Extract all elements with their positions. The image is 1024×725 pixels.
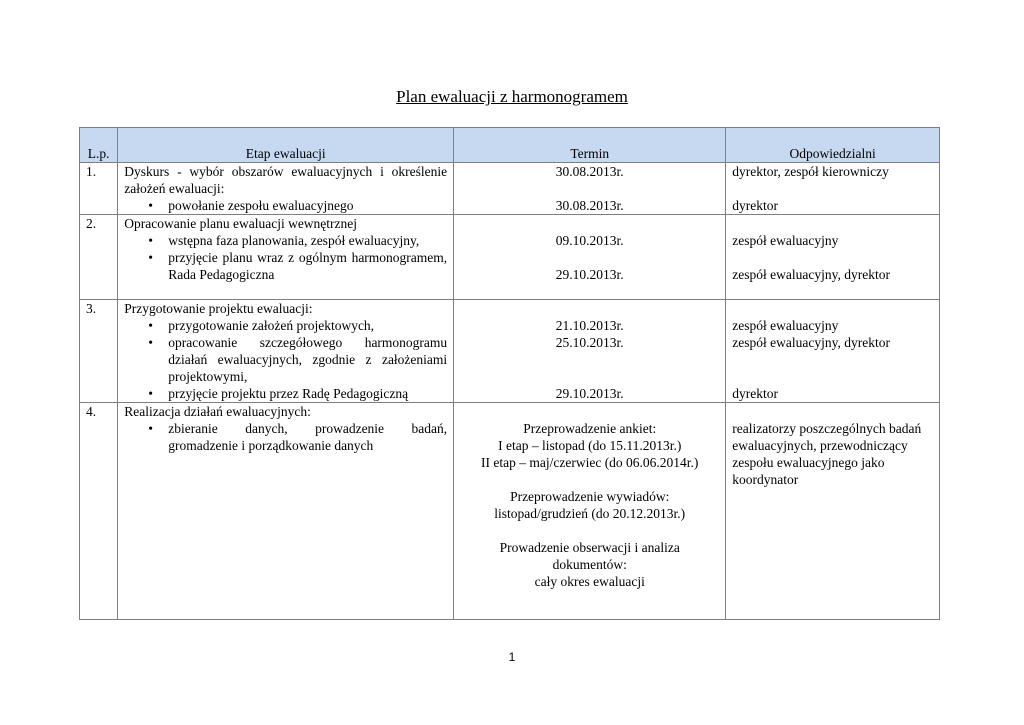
term-date: 29.10.2013r.: [555, 267, 624, 282]
term-date: 29.10.2013r.: [555, 386, 624, 401]
stage-intro: Przygotowanie projektu ewaluacji:: [124, 301, 313, 316]
term-cell: [454, 300, 726, 403]
stage-intro: Opracowanie planu ewaluacji wewnętrznej: [124, 216, 358, 231]
stage-item: • wstępna faza planowania, zespół ewaluacyjny,: [124, 232, 447, 249]
responsible-cell: [726, 215, 940, 300]
responsible-text: zespół ewaluacyjny: [732, 233, 839, 248]
table-row: [80, 300, 940, 403]
table-header-row: [80, 128, 940, 163]
responsible-text: zespół ewaluacyjny, dyrektor: [732, 335, 890, 350]
term-date: 30.08.2013r.: [555, 164, 624, 179]
term-text: Przeprowadzenie ankiet:: [523, 421, 657, 436]
stage-cell: [118, 403, 454, 620]
row-number: 2.: [80, 215, 118, 300]
table-row: [80, 403, 940, 620]
term-text: I etap – listopad (do 15.11.2013r.): [498, 438, 682, 453]
responsible-cell: [726, 163, 940, 215]
page-number: 1: [508, 650, 516, 664]
page-title: Plan ewaluacji z harmonogramem: [396, 87, 628, 106]
stage-cell: [118, 163, 454, 215]
header-lp: L.p.: [80, 128, 118, 163]
stage-item: • przygotowanie założeń projektowych,: [124, 317, 447, 334]
header-termin: Termin: [454, 128, 726, 163]
term-cell: [454, 403, 726, 620]
term-date: 09.10.2013r.: [555, 233, 624, 248]
term-cell: [454, 163, 726, 215]
term-date: 30.08.2013r.: [555, 198, 624, 213]
stage-item: • przyjęcie planu wraz z ogólnym harmonogramem, Rada Pedagogiczna: [124, 249, 447, 283]
stage-item: • przyjęcie projektu przez Radę Pedagogiczną: [124, 385, 447, 402]
term-date: 21.10.2013r.: [555, 318, 624, 333]
term-date: 25.10.2013r.: [555, 335, 624, 350]
responsible-text: zespół ewaluacyjny: [732, 318, 839, 333]
stage-item: • opracowanie szczegółowego harmonogramu działań ewaluacyjnych, zgodnie z założeniami projektowymi,: [124, 334, 447, 385]
responsible-cell: [726, 403, 940, 620]
row-number: 3.: [80, 300, 118, 403]
stage-cell: [118, 215, 454, 300]
term-text: Prowadzenie obserwacji i analiza dokumentów:: [499, 540, 680, 572]
responsible-text: realizatorzy poszczególnych badań ewaluacyjnych, przewodniczący zespołu ewaluacyjnego jako koordynator: [732, 421, 922, 487]
stage-cell: [118, 300, 454, 403]
header-etap: Etap ewaluacji: [118, 128, 454, 163]
term-text: Przeprowadzenie wywiadów:: [510, 489, 670, 504]
responsible-text: dyrektor, zespół kierowniczy: [732, 164, 889, 179]
table-row: [80, 215, 940, 300]
responsible-cell: [726, 300, 940, 403]
term-text: cały okres ewaluacji: [534, 574, 645, 589]
stage-item: • zbieranie danych, prowadzenie badań, gromadzenie i porządkowanie danych: [124, 420, 447, 454]
responsible-text: zespół ewaluacyjny, dyrektor: [732, 267, 890, 282]
row-number: 4.: [80, 403, 118, 620]
responsible-text: dyrektor: [732, 386, 779, 401]
stage-intro: Dyskurs - wybór obszarów ewaluacyjnych i określenie założeń ewaluacji:: [124, 164, 448, 196]
evaluation-plan-table: [79, 127, 940, 620]
stage-intro: Realizacja działań ewaluacyjnych:: [124, 404, 311, 419]
stage-item: • powołanie zespołu ewaluacyjnego: [124, 197, 447, 214]
table-row: [80, 163, 940, 215]
term-text: II etap – maj/czerwiec (do 06.06.2014r.): [481, 455, 699, 470]
term-cell: [454, 215, 726, 300]
responsible-text: dyrektor: [732, 198, 779, 213]
term-text: listopad/grudzień (do 20.12.2013r.): [494, 506, 686, 521]
header-odpowiedzialni: Odpowiedzialni: [726, 128, 940, 163]
row-number: 1.: [80, 163, 118, 215]
